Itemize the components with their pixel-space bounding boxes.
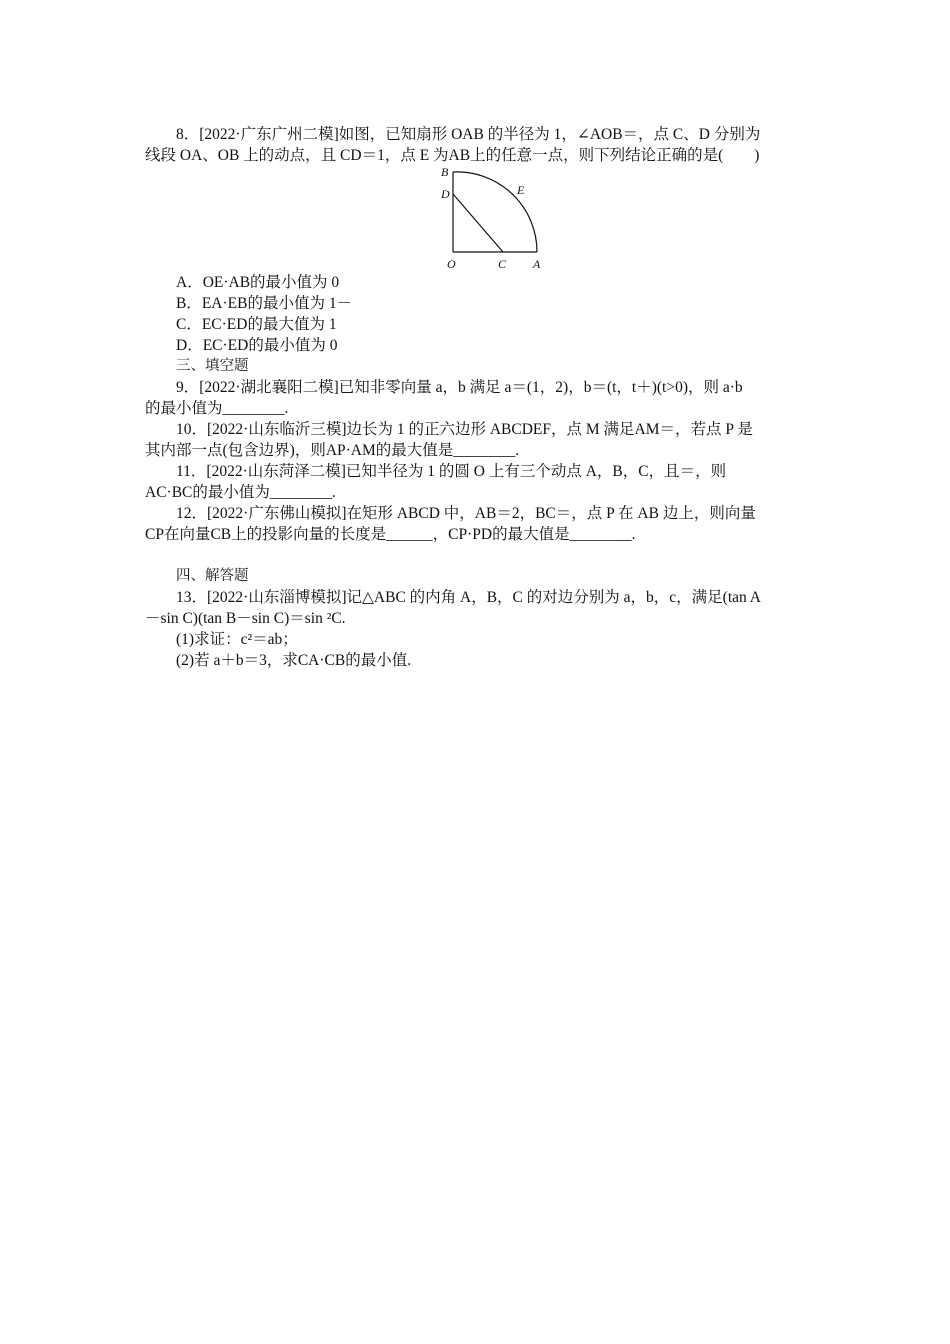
q12-line2: CP在向量CB上的投影向量的长度是______，CP·PD的最大值是________.	[145, 526, 636, 543]
q13-line1: 13．[2022·山东淄博模拟]记△ABC 的内角 A，B，C 的对边分别为 a，b，c，满足(tan A	[176, 589, 761, 606]
segment-cd	[453, 194, 503, 252]
q8-option-d: D．EC·ED的最小值为 0	[176, 337, 338, 354]
q8-option-b: B．EA·EB的最小值为 1－	[176, 295, 353, 312]
q8-option-c: C．EC·ED的最大值为 1	[176, 316, 337, 333]
section-heading-solutions: 四、解答题	[176, 568, 249, 584]
document-page	[145, 124, 807, 671]
q9-line2: 的最小值为________.	[145, 400, 289, 417]
sector-figure	[437, 168, 547, 272]
arc-ab	[453, 172, 537, 252]
label-a: A	[533, 257, 541, 271]
label-o: O	[447, 257, 456, 271]
q8-option-a: A．OE·AB的最小值为 0	[176, 274, 340, 291]
label-e: E	[517, 183, 525, 197]
label-d: D	[441, 187, 450, 201]
label-b: B	[441, 168, 449, 179]
q10-line2: 其内部一点(包含边界)，则AP·AM的最大值是________.	[145, 442, 520, 459]
q11-line1: 11．[2022·山东菏泽二模]已知半径为 1 的圆 O 上有三个动点 A，B，C，且＝，则	[176, 463, 727, 480]
section-heading-fill-in: 三、填空题	[176, 358, 249, 374]
q10-line1: 10．[2022·山东临沂三模]边长为 1 的正六边形 ABCDEF，点 M 满足AM＝，若点 P 是	[176, 421, 753, 438]
q8-line2: 线段 OA、OB 上的动点，且 CD＝1，点 E 为AB上的任意一点，则下列结论正确的是( )	[145, 147, 760, 164]
q9-line1: 9．[2022·湖北襄阳二模]已知非零向量 a，b 满足 a＝(1，2)，b＝(t，t＋)(t>0)，则 a·b	[176, 379, 743, 396]
q13-line2: －sin C)(tan B－sin C)＝sin ²C.	[145, 610, 346, 627]
q13-part2: (2)若 a＋b＝3，求CA·CB的最小值.	[176, 652, 412, 669]
q12-line1: 12．[2022·广东佛山模拟]在矩形 ABCD 中，AB＝2，BC＝，点 P 在 AB 边上，则向量	[176, 505, 756, 522]
label-c: C	[498, 257, 507, 271]
q13-part1: (1)求证：c²＝ab；	[176, 631, 298, 648]
q11-line2: AC·BC的最小值为________.	[145, 484, 336, 501]
q8-line1: 8．[2022·广东广州二模]如图，已知扇形 OAB 的半径为 1，∠AOB＝，点 C、D 分别为	[176, 126, 761, 143]
